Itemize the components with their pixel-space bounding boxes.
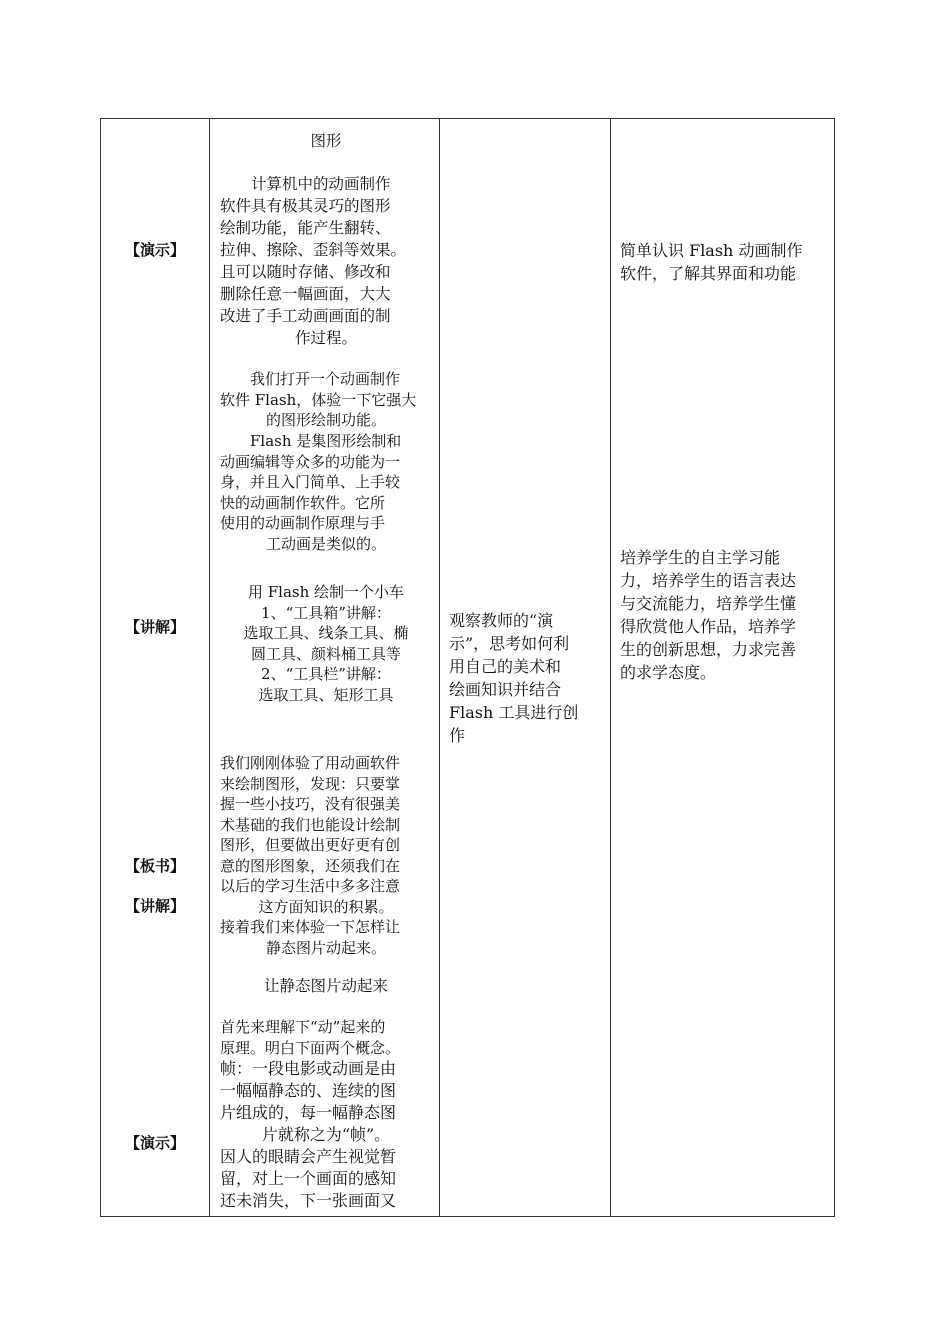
tag-demo: 【演示】 (124, 241, 185, 259)
design-intent-column (611, 119, 836, 1216)
activity-column (101, 119, 209, 1216)
paragraph-open-flash: 我们打开一个动画制作 软件 Flash，体验一下它强大 的图形绘制功能。 (220, 370, 417, 429)
lesson-table (100, 118, 835, 1217)
paragraph-flash-intro: Flash 是集图形绘制和 动画编辑等众多的功能为一 身，并且入门简单、上手较 快的动画制作软件。它所 使用的动画制作原理与手 工动画是类似的。 (220, 432, 402, 553)
section-title-animate: 让静态图片动起来 (263, 977, 388, 995)
paragraph-observe: 观察教师的“演 示”，思考如何利 用自己的美术和 绘画知识并结合 Flash 工具进行创 作 (449, 611, 579, 745)
paragraph-animation-principle: 首先来理解下“动”起来的 原理。明白下面两个概念。 帧：一段电影或动画是由 一幅幅静态的、连续的图 片组成的，每一幅静态图 片就称之为“帧”。 因人的眼睛会产生视觉暂 留，对上一个画面的感知 还未消失，下一张画面又 (220, 1018, 401, 1210)
paragraph-goals: 培养学生的自主学习能 力，培养学生的语言表达 与交流能力，培养学生懂 得欣赏他人作品，培养学 生的创新思想，力求完善 的求学态度。 (620, 548, 797, 682)
paragraph-computer-animation: 计算机中的动画制作 软件具有极其灵巧的图形 绘制功能，能产生翻转、 拉伸、擦除、歪斜等效果。 且可以随时存储、修改和 删除任意一幅画面，大大 改进了手工动画画面的制 作过程。 (220, 175, 407, 347)
section-title-graphics: 图形 (310, 132, 342, 150)
tag-explain: 【讲解】 (124, 897, 185, 915)
paragraph-summary: 我们刚刚体验了用动画软件 来绘制图形，发现：只要掌 握一些小技巧，没有很强美 术基础的我们也能设计绘制 图形，但要做出更好更有创 意的图形图象，还须我们在 以后的学习生活中多多注意 这方面知识的积累。 接着我们来体验一下怎样让 静态图片动起来。 (220, 754, 401, 957)
tag-board: 【板书】 (124, 857, 185, 875)
tag-demo: 【演示】 (124, 1134, 185, 1152)
teacher-content-column (210, 119, 439, 1216)
paragraph-intro: 简单认识 Flash 动画制作 软件，了解其界面和功能 (620, 241, 803, 283)
tag-explain: 【讲解】 (124, 618, 185, 636)
paragraph-draw-car: 用 Flash 绘制一个小车 1、“工具箱”讲解： 选取工具、线条工具、椭 圆工具、颜料桶工具等 2、“工具栏”讲解： 选取工具、矩形工具 (243, 583, 409, 704)
student-activity-column (440, 119, 610, 1216)
